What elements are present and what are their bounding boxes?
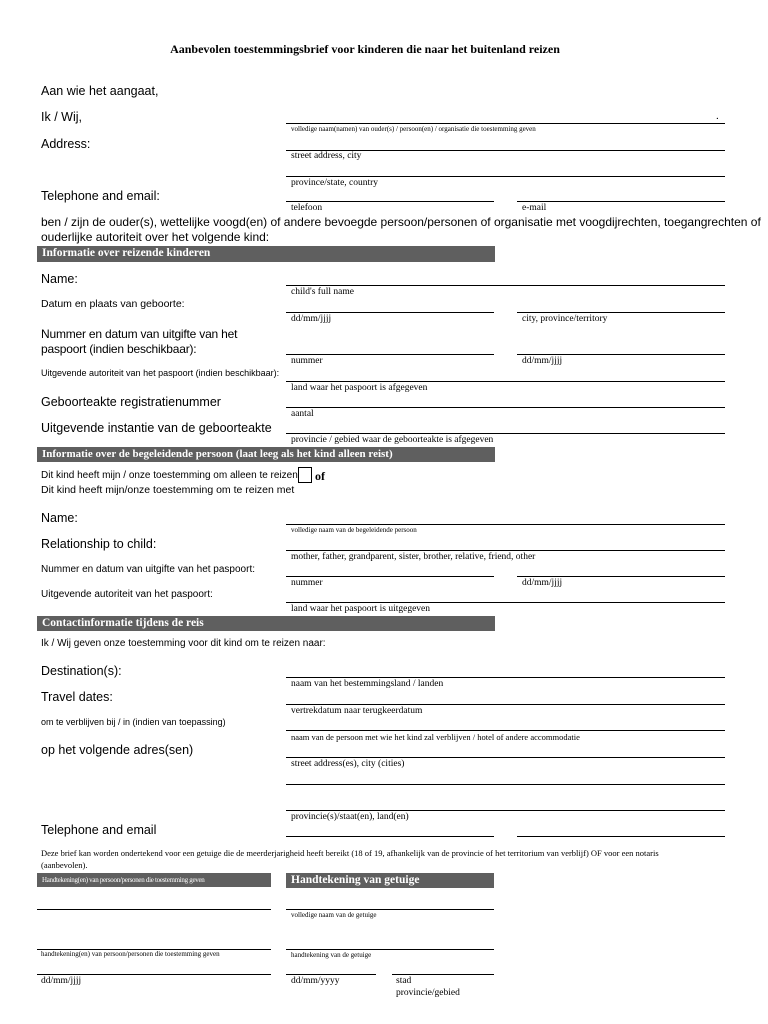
child-name-label: Name: bbox=[41, 272, 78, 286]
section-header-contact: Contactinformatie tijdens de reis bbox=[37, 616, 495, 631]
passport-label: Nummer en datum van uitgifte van het paspoort (indien beschikbaar): bbox=[41, 327, 238, 356]
consenter-name-line[interactable] bbox=[286, 123, 725, 124]
hint-companion-date: dd/mm/jjjj bbox=[522, 578, 563, 588]
child-name-line[interactable] bbox=[286, 285, 725, 286]
companion-authority-line[interactable] bbox=[286, 602, 725, 603]
section-header-companion: Informatie over de begeleidende persoon (laat leeg als het kind alleen reist) bbox=[37, 447, 495, 462]
hint-witness-name: volledige naam van de getuige bbox=[291, 911, 377, 919]
alone-checkbox[interactable] bbox=[298, 467, 312, 483]
hint-aantal: aantal bbox=[291, 409, 314, 419]
telephone-label: Telephone and email: bbox=[41, 189, 160, 203]
stay-address-line-3[interactable] bbox=[286, 810, 725, 811]
hint-companion-country: land waar het paspoort is uitgegeven bbox=[291, 604, 431, 614]
hint-stay: naam van de persoon met wie het kind zal verblijven / hotel of andere accommodatie bbox=[291, 732, 580, 742]
hint-date-left: dd/mm/jjjj bbox=[41, 976, 82, 986]
hint-province: province/state, country bbox=[291, 178, 379, 188]
address-label: Address: bbox=[41, 137, 91, 151]
signature-note: Deze brief kan worden ondertekend voor een getuige die de meerderjarigheid heeft bereikt (18 of 19, afhankelijk van de provincie of het territorium van verblijf) OF voor een notaris (aanbevolen). bbox=[41, 848, 659, 870]
destination-line[interactable] bbox=[286, 677, 725, 678]
page-title: Aanbevolen toestemmingsbrief voor kinderen die naar het buitenland reizen bbox=[170, 42, 560, 56]
right-date-line[interactable] bbox=[286, 974, 376, 975]
with-consent-text: Dit kind heeft mijn/onze toestemming om te reizen met bbox=[41, 484, 295, 496]
relationship-line[interactable] bbox=[286, 550, 725, 551]
email-line[interactable] bbox=[517, 201, 725, 202]
stay-address-line-1[interactable] bbox=[286, 757, 725, 758]
hint-passport-date: dd/mm/jjjj bbox=[522, 356, 563, 366]
signature-header-left: Handtekening(en) van persoon/personen die toestemming geven bbox=[37, 873, 271, 887]
birth-cert-label: Geboorteakte registratienummer bbox=[41, 395, 221, 409]
hint-companion-name: volledige naam van de begeleidende persoon bbox=[291, 526, 417, 534]
ik-wij-label: Ik / Wij, bbox=[41, 110, 82, 124]
left-date-line[interactable] bbox=[37, 974, 271, 975]
companion-name-label: Name: bbox=[41, 511, 78, 525]
contact-telephone-label: Telephone and email bbox=[41, 823, 157, 837]
travel-dates-line[interactable] bbox=[286, 704, 725, 705]
companion-passport-date-line[interactable] bbox=[517, 576, 725, 577]
birth-cert-line[interactable] bbox=[286, 407, 725, 408]
stay-line[interactable] bbox=[286, 730, 725, 731]
relationship-label: Relationship to child: bbox=[41, 537, 157, 551]
birth-cert-authority-label: Uitgevende instantie van de geboorteakte bbox=[41, 421, 272, 435]
contact-telephone-line[interactable] bbox=[286, 836, 494, 837]
companion-name-line[interactable] bbox=[286, 524, 725, 525]
passport-number-line[interactable] bbox=[286, 354, 494, 355]
companion-passport-number-line[interactable] bbox=[286, 576, 494, 577]
birth-city-line[interactable] bbox=[517, 312, 725, 313]
section-header-child: Informatie over reizende kinderen bbox=[37, 246, 495, 262]
birth-date-line[interactable] bbox=[286, 312, 494, 313]
travel-consent-text: Ik / Wij geven onze toestemming voor dit kind om te reizen naar: bbox=[41, 638, 326, 649]
hint-companion-nummer: nummer bbox=[291, 578, 323, 588]
hint-email: e-mail bbox=[522, 203, 547, 213]
telephone-line[interactable] bbox=[286, 201, 494, 202]
hint-stay-province: provincie(s)/staat(en), land(en) bbox=[291, 812, 409, 822]
hint-consenter-signature: handtekening(en) van persoon/personen die toestemming geven bbox=[41, 950, 220, 958]
hint-street: street address, city bbox=[291, 151, 362, 161]
hint-province-cert: provincie / gebied waar de geboorteakte is afgegeven bbox=[291, 435, 494, 445]
hint-full-name: volledige naam(namen) van ouder(s) / persoon(en) / organisatie die toestemming geven bbox=[291, 125, 536, 133]
hint-passport-country: land waar het paspoort is afgegeven bbox=[291, 383, 428, 393]
travel-dates-label: Travel dates: bbox=[41, 690, 113, 704]
stay-address-label: op het volgende adres(sen) bbox=[41, 743, 194, 757]
destination-label: Destination(s): bbox=[41, 664, 122, 678]
trailing-dot: . bbox=[716, 110, 719, 122]
hint-travel-dates: vertrekdatum naar terugkeerdatum bbox=[291, 706, 423, 716]
witness-signature-line[interactable] bbox=[286, 949, 494, 950]
birth-label: Datum en plaats van geboorte: bbox=[41, 298, 185, 310]
of-text: of bbox=[315, 469, 325, 483]
hint-provincie: provincie/gebied bbox=[396, 988, 460, 998]
hint-passport-number: nummer bbox=[291, 356, 323, 366]
hint-relationship: mother, father, grandparent, sister, brother, relative, friend, other bbox=[291, 552, 536, 562]
alone-consent-text: Dit kind heeft mijn / onze toestemming om alleen te reizen bbox=[41, 470, 298, 481]
stay-label: om te verblijven bij / in (indien van toepassing) bbox=[41, 717, 226, 727]
companion-passport-label: Nummer en datum van uitgifte van het paspoort: bbox=[41, 564, 256, 575]
birth-cert-authority-line[interactable] bbox=[286, 433, 725, 434]
hint-destination: naam van het bestemmingsland / landen bbox=[291, 679, 444, 689]
signature-header-right: Handtekening van getuige bbox=[286, 873, 494, 888]
stay-address-line-2[interactable] bbox=[286, 784, 725, 785]
left-sig-line-1[interactable] bbox=[37, 909, 271, 910]
hint-child-name: child's full name bbox=[291, 287, 354, 297]
hint-telefoon: telefoon bbox=[291, 203, 323, 213]
salutation: Aan wie het aangaat, bbox=[41, 84, 159, 98]
passport-authority-label: Uitgevende autoriteit van het paspoort (indien beschikbaar): bbox=[41, 368, 280, 378]
witness-name-line[interactable] bbox=[286, 909, 494, 910]
hint-witness-signature: handtekening van de getuige bbox=[291, 951, 372, 959]
companion-authority-label: Uitgevende autoriteit van het paspoort: bbox=[41, 589, 213, 600]
passport-date-line[interactable] bbox=[517, 354, 725, 355]
hint-stad: stad bbox=[396, 976, 412, 986]
city-line[interactable] bbox=[392, 974, 494, 975]
hint-stay-street: street address(es), city (cities) bbox=[291, 759, 405, 769]
address-line-2[interactable] bbox=[286, 176, 725, 177]
hint-date-right: dd/mm/yyyy bbox=[291, 976, 340, 986]
hint-birth-city: city, province/territory bbox=[522, 314, 608, 324]
intro-paragraph: ben / zijn de ouder(s), wettelijke voogd(en) of andere bevoegde persoon/personen of organisatie met voogdijrechten, toegangrechten of ouderlijke autoriteit over het volgende kind: bbox=[41, 215, 761, 244]
passport-authority-line[interactable] bbox=[286, 381, 725, 382]
contact-email-line[interactable] bbox=[517, 836, 725, 837]
hint-birth-date: dd/mm/jjjj bbox=[291, 314, 332, 324]
